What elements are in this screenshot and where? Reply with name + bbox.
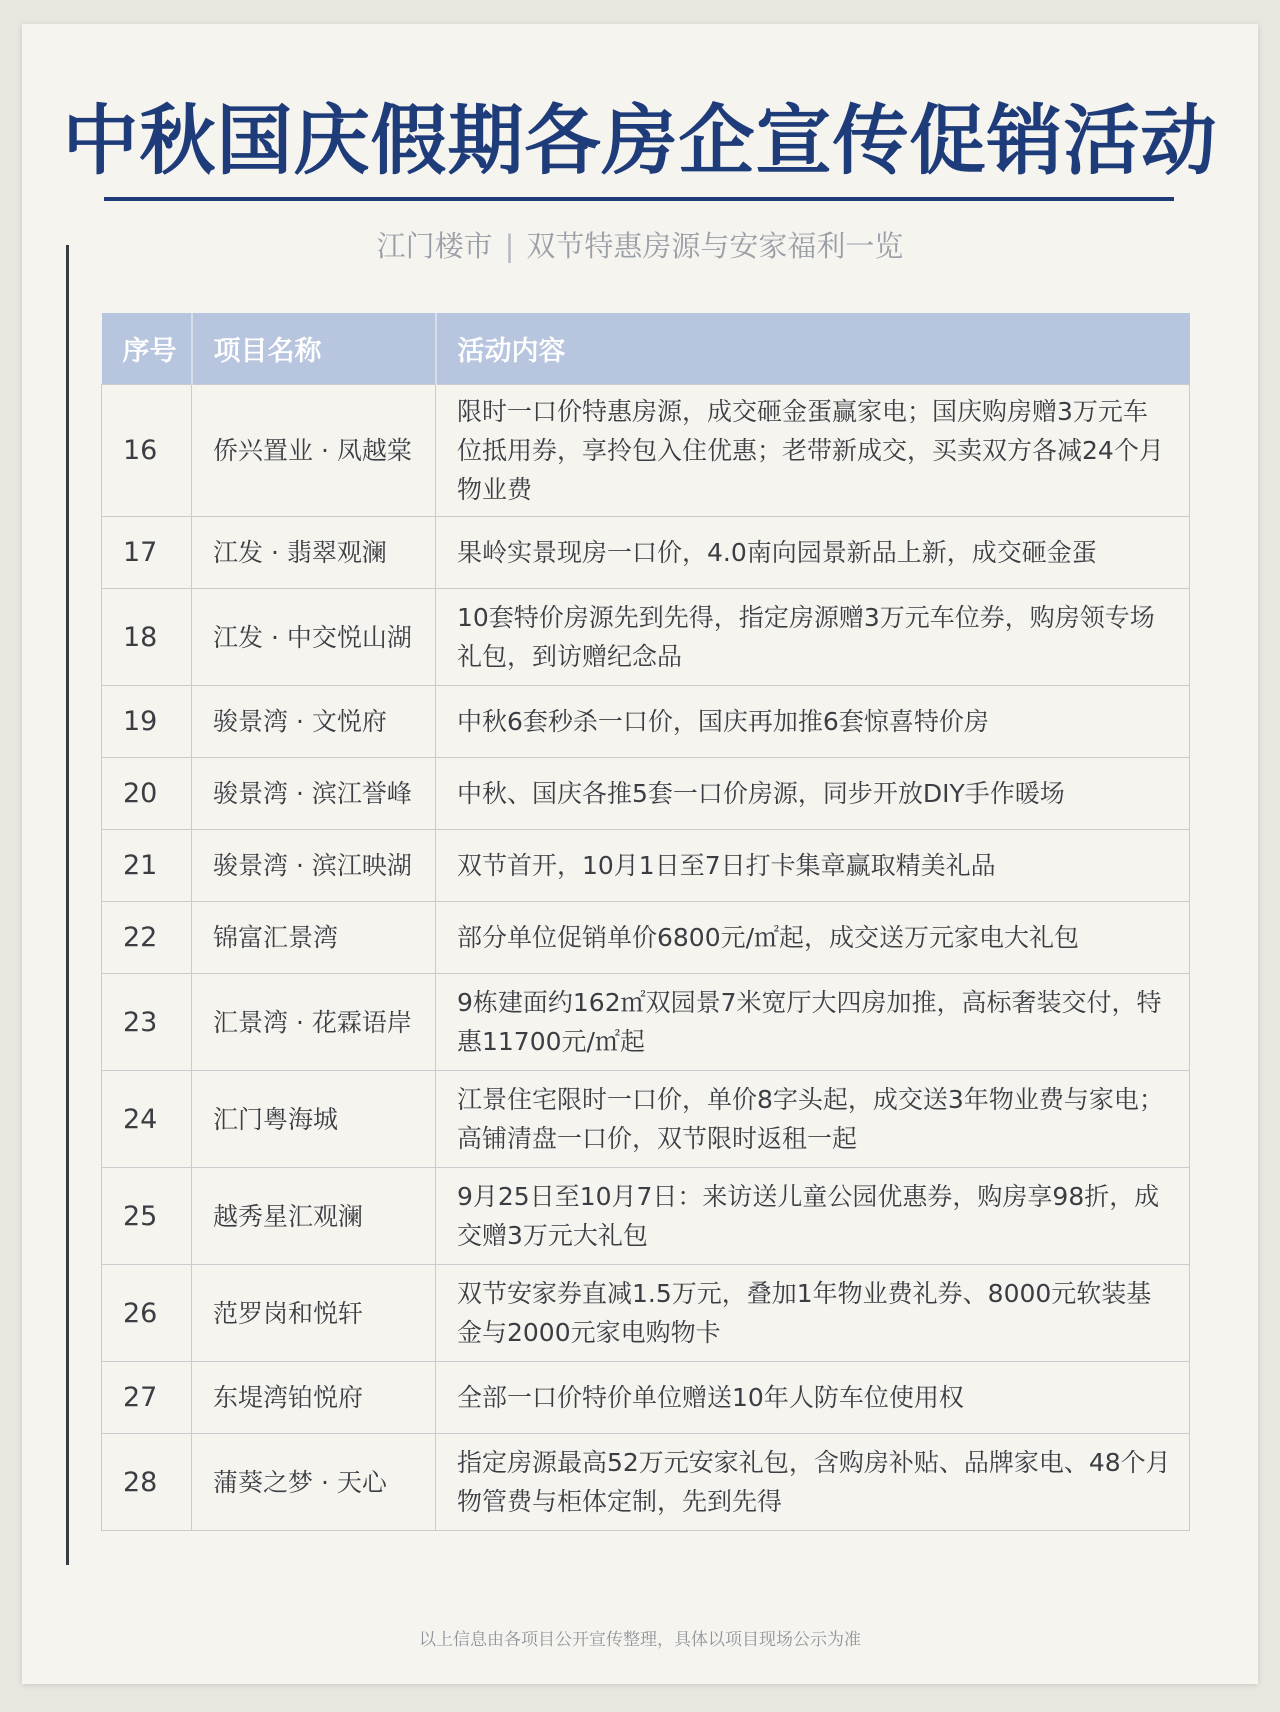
activity-content: 全部一口价特价单位赠送10年人防车位使用权 [436, 1362, 1190, 1434]
row-number: 27 [102, 1362, 192, 1434]
activity-content: 部分单位促销单价6800元/㎡起，成交送万元家电大礼包 [436, 902, 1190, 974]
project-name: 侨兴置业 · 凤越棠 [192, 385, 436, 517]
row-number: 19 [102, 686, 192, 758]
activity-content: 中秋、国庆各推5套一口价房源，同步开放DIY手作暖场 [436, 758, 1190, 830]
row-number: 23 [102, 974, 192, 1071]
project-name: 锦富汇景湾 [192, 902, 436, 974]
table-row [102, 1168, 1190, 1265]
project-name: 汇门粤海城 [192, 1071, 436, 1168]
table-header-row [102, 313, 1190, 385]
project-name: 蒲葵之梦 · 天心 [192, 1434, 436, 1531]
table-row [102, 974, 1190, 1071]
table-row [102, 589, 1190, 686]
project-name: 江发 · 中交悦山湖 [192, 589, 436, 686]
row-number: 17 [102, 517, 192, 589]
project-name: 骏景湾 · 滨江誉峰 [192, 758, 436, 830]
page-subtitle [0, 226, 1280, 266]
activity-content: 10套特价房源先到先得，指定房源赠3万元车位券，购房领专场礼包，到访赠纪念品 [436, 589, 1190, 686]
subtitle-city: 江门楼市 [376, 229, 493, 263]
activity-content: 江景住宅限时一口价，单价8字头起，成交送3年物业费与家电；高铺清盘一口价，双节限时返租一起 [436, 1071, 1190, 1168]
table-row [102, 1071, 1190, 1168]
project-name: 越秀星汇观澜 [192, 1168, 436, 1265]
project-name: 江发 · 翡翠观澜 [192, 517, 436, 589]
row-number: 25 [102, 1168, 192, 1265]
table-row [102, 758, 1190, 830]
promotions-table [101, 313, 1190, 1531]
table-row [102, 1362, 1190, 1434]
row-number: 26 [102, 1265, 192, 1362]
row-number: 18 [102, 589, 192, 686]
column-header-activity: 活动内容 [436, 313, 1190, 385]
table-row [102, 830, 1190, 902]
project-name: 骏景湾 · 滨江映湖 [192, 830, 436, 902]
project-name: 骏景湾 · 文悦府 [192, 686, 436, 758]
activity-content: 指定房源最高52万元安家礼包，含购房补贴、品牌家电、48个月物管费与柜体定制，先到先得 [436, 1434, 1190, 1531]
activity-content: 中秋6套秒杀一口价，国庆再加推6套惊喜特价房 [436, 686, 1190, 758]
activity-content: 双节首开，10月1日至7日打卡集章赢取精美礼品 [436, 830, 1190, 902]
subtitle-topic: 双节特惠房源与安家福利一览 [526, 229, 904, 263]
table-row [102, 517, 1190, 589]
table-row [102, 902, 1190, 974]
activity-content: 9月25日至10月7日：来访送儿童公园优惠券，购房享98折，成交赠3万元大礼包 [436, 1168, 1190, 1265]
table-row [102, 1434, 1190, 1531]
activity-content: 9栋建面约162㎡双园景7米宽厅大四房加推，高标奢装交付，特惠11700元/㎡起 [436, 974, 1190, 1071]
activity-content: 限时一口价特惠房源，成交砸金蛋赢家电；国庆购房赠3万元车位抵用券，享拎包入住优惠；老带新成交，买卖双方各减24个月物业费 [436, 385, 1190, 517]
row-number: 28 [102, 1434, 192, 1531]
row-number: 21 [102, 830, 192, 902]
activity-content: 双节安家券直减1.5万元，叠加1年物业费礼券、8000元软装基金与2000元家电购物卡 [436, 1265, 1190, 1362]
row-number: 20 [102, 758, 192, 830]
subtitle-separator: | [504, 229, 515, 263]
project-name: 范罗岗和悦轩 [192, 1265, 436, 1362]
table-row [102, 1265, 1190, 1362]
row-number: 24 [102, 1071, 192, 1168]
row-number: 22 [102, 902, 192, 974]
table-row [102, 686, 1190, 758]
project-name: 东堤湾铂悦府 [192, 1362, 436, 1434]
activity-content: 果岭实景现房一口价，4.0南向园景新品上新，成交砸金蛋 [436, 517, 1190, 589]
project-name: 汇景湾 · 花霖语岸 [192, 974, 436, 1071]
row-number: 16 [102, 385, 192, 517]
column-header-number: 序号 [102, 313, 192, 385]
left-margin-line [66, 245, 69, 1565]
footer-note: 以上信息由各项目公开宣传整理，具体以项目现场公示为准 [419, 1630, 861, 1650]
title-underline [104, 197, 1174, 201]
column-header-project: 项目名称 [192, 313, 436, 385]
table-row [102, 385, 1190, 517]
page-title: 中秋国庆假期各房企宣传促销活动 [62, 96, 1218, 185]
